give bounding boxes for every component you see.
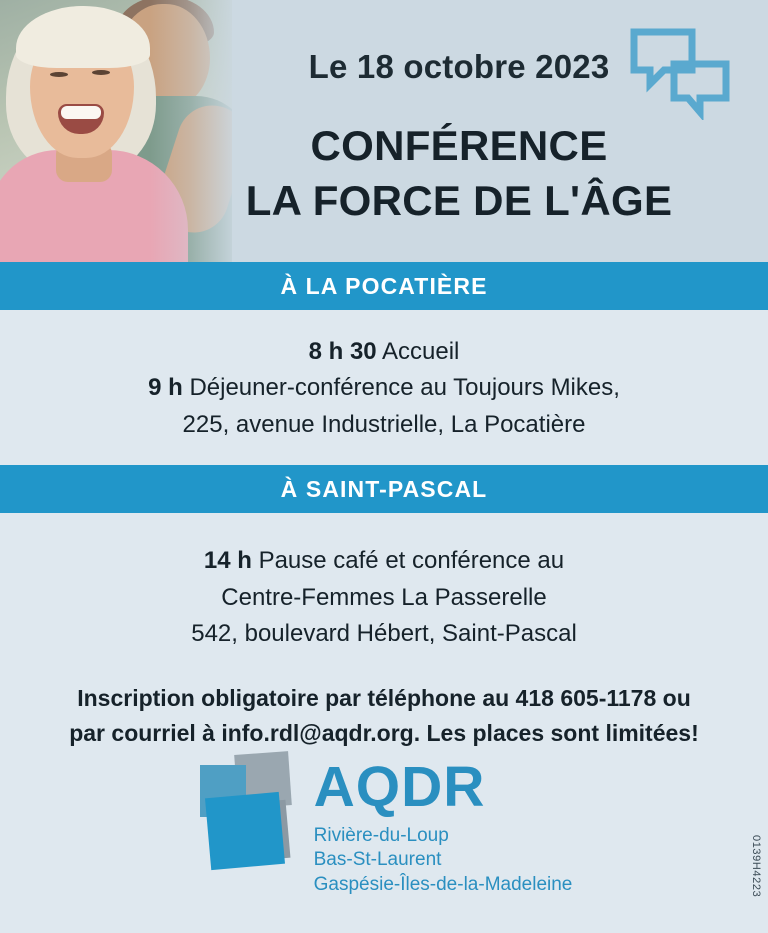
band-saint-pascal <box>0 465 768 513</box>
logo-square-blue <box>205 792 285 870</box>
page-title <box>150 118 768 229</box>
schedule-text: Déjeuner-conférence au Toujours Mikes, <box>182 374 620 402</box>
registration-notice <box>0 659 768 762</box>
schedule-time: 8 h 30 <box>308 338 377 365</box>
aqdr-logo-text <box>314 751 573 897</box>
aqdr-logo-mark-icon <box>196 751 300 871</box>
schedule-text: Pause café et conférence au <box>251 547 565 575</box>
page-title-line-2: LA FORCE DE L'ÂGE <box>245 177 673 225</box>
section-saint-pascal <box>0 513 768 658</box>
section-la-pocatiere <box>0 310 768 465</box>
schedule-time: 9 h <box>148 374 183 402</box>
photo-woman-eye-right <box>92 70 110 75</box>
schedule-venue: Centre-Femmes La Passerelle <box>221 583 547 611</box>
band-la-pocatiere <box>0 262 768 310</box>
schedule-text: Accueil <box>376 338 460 365</box>
schedule-address: 225, avenue Industrielle, La Pocatière <box>182 410 586 438</box>
speech-bubbles-icon <box>630 28 730 120</box>
schedule-line <box>0 370 768 406</box>
schedule-time: 14 h <box>203 547 252 575</box>
registration-notice-line-1: Inscription obligatoire par téléphone au 418 605-1178 ou <box>77 684 691 711</box>
schedule-line <box>0 616 768 652</box>
logo-subtitle <box>314 824 573 897</box>
aqdr-logo <box>0 751 768 897</box>
photo-woman-eye-left <box>50 72 68 77</box>
band-label: À LA POCATIÈRE <box>280 272 488 299</box>
logo-subtitle-line-3: Gaspésie-Îles-de-la-Madeleine <box>313 873 573 895</box>
logo-name: AQDR <box>313 755 486 820</box>
schedule-line <box>0 407 768 443</box>
document-code: 0139H4223 <box>750 834 762 897</box>
hero-section <box>0 0 768 262</box>
photo-woman-teeth <box>61 106 101 119</box>
event-date: Le 18 octobre 2023 <box>308 48 610 85</box>
logo-subtitle-line-2: Bas-St-Laurent <box>313 849 442 871</box>
schedule-line <box>0 334 768 370</box>
schedule-line <box>0 580 768 616</box>
page-title-line-1: CONFÉRENCE <box>310 122 608 169</box>
schedule-address: 542, boulevard Hébert, Saint-Pascal <box>191 620 577 648</box>
schedule-line <box>0 543 768 579</box>
registration-notice-line-2: par courriel à info.rdl@aqdr.org. Les places sont limitées! <box>69 720 699 747</box>
band-label: À SAINT-PASCAL <box>280 475 488 502</box>
logo-subtitle-line-1: Rivière-du-Loup <box>313 825 449 847</box>
